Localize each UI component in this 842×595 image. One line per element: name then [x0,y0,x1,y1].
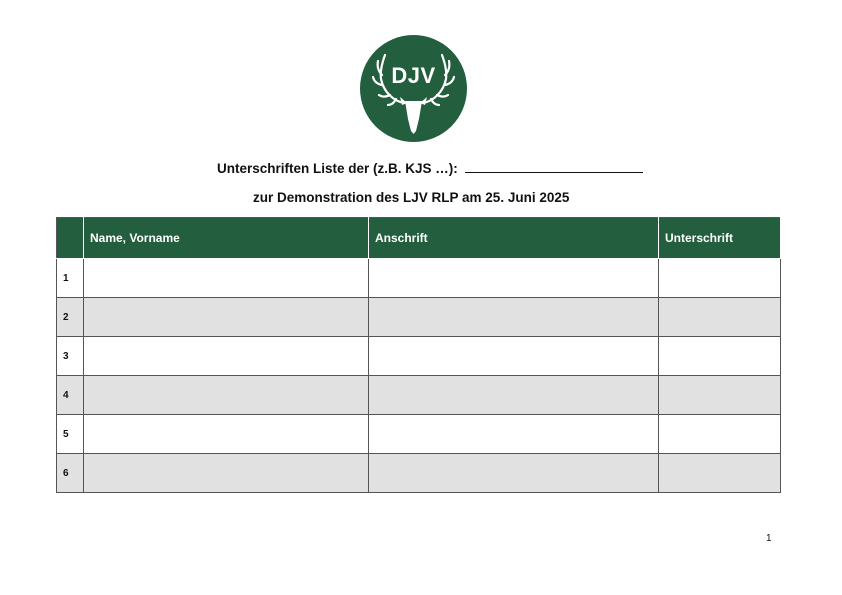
table-row [57,376,781,415]
signature-cell[interactable] [659,259,781,298]
table-row [57,454,781,493]
page-number: 1 [766,533,772,544]
table-row [57,415,781,454]
name-cell[interactable] [84,415,369,454]
address-cell[interactable] [369,337,659,376]
address-cell[interactable] [369,454,659,493]
row-number: 3 [57,337,84,376]
name-cell[interactable] [84,376,369,415]
row-number: 1 [57,259,84,298]
row-number: 2 [57,298,84,337]
fill-in-line[interactable] [465,160,643,173]
table-header-row [57,218,781,259]
signature-cell[interactable] [659,415,781,454]
address-cell[interactable] [369,376,659,415]
column-header-name: Name, Vorname [84,218,369,259]
signature-cell[interactable] [659,298,781,337]
row-number: 4 [57,376,84,415]
signature-table [56,217,781,493]
logo-text: DJV [391,63,436,88]
name-cell[interactable] [84,298,369,337]
list-title [217,160,643,176]
row-number: 5 [57,415,84,454]
signature-cell[interactable] [659,376,781,415]
address-cell[interactable] [369,415,659,454]
name-cell[interactable] [84,259,369,298]
table-row [57,259,781,298]
column-header-signature: Unterschrift [659,218,781,259]
table-row [57,298,781,337]
table-row [57,337,781,376]
column-header-address: Anschrift [369,218,659,259]
address-cell[interactable] [369,298,659,337]
name-cell[interactable] [84,454,369,493]
signature-cell[interactable] [659,337,781,376]
column-header-number [57,218,84,259]
row-number: 6 [57,454,84,493]
list-title-label: Unterschriften Liste der (z.B. KJS …): [217,161,458,176]
djv-logo [360,35,467,142]
list-subtitle: zur Demonstration des LJV RLP am 25. Juni 2025 [253,190,570,205]
name-cell[interactable] [84,337,369,376]
signature-cell[interactable] [659,454,781,493]
address-cell[interactable] [369,259,659,298]
